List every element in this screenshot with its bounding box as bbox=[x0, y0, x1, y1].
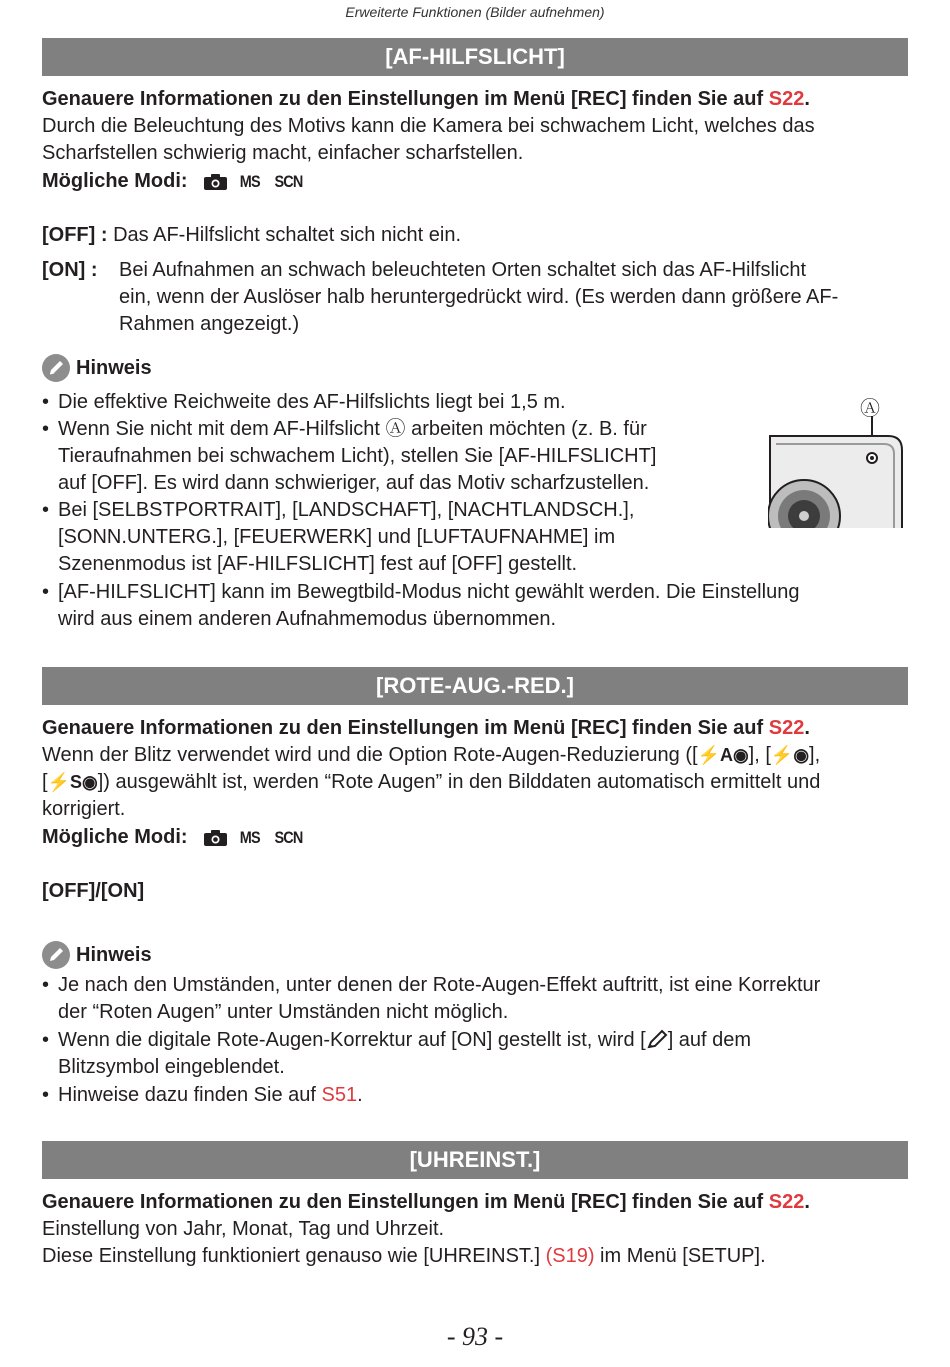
desc-text: ]) ausgewählt ist, werden “Rote Augen” in den Bilddaten automatisch ermittelt und bbox=[97, 771, 821, 793]
running-head: Erweiterte Funktionen (Bilder aufnehmen) bbox=[345, 4, 605, 20]
clock-desc-1: Einstellung von Jahr, Monat, Tag und Uhrzeit. bbox=[42, 1218, 445, 1240]
note-text: [SONN.UNTERG.], [FEUERWERK] und [LUFTAUFNAHME] im bbox=[58, 526, 616, 548]
af-desc-1: Durch die Beleuchtung des Motivs kann die Kamera bei schwachem Licht, welches das bbox=[42, 115, 815, 137]
note-text: Die effektive Reichweite des AF-Hilfslichts liegt bei 1,5 m. bbox=[58, 391, 566, 413]
note-text: ] auf dem bbox=[667, 1029, 752, 1051]
note-text: [AF-HILFSLICHT] kann im Bewegtbild-Modus nicht gewählt werden. Die Einstellung bbox=[58, 581, 800, 603]
scn-mode-icon: SCN bbox=[274, 172, 303, 192]
note-text: . bbox=[357, 1084, 363, 1106]
red-desc-2 bbox=[42, 769, 820, 796]
setting-text-off: Das AF-Hilfslicht schaltet sich nicht ein. bbox=[113, 224, 461, 246]
info-dot: . bbox=[804, 88, 810, 110]
note-text: Blitzsymbol eingeblendet. bbox=[58, 1056, 285, 1078]
flash-redeye-icon: ⚡◉ bbox=[770, 745, 810, 765]
page-link-s22[interactable]: S22 bbox=[768, 1191, 805, 1213]
setting-text-on-1: Bei Aufnahmen an schwach beleuchteten Orten schaltet sich das AF-Hilfslicht bbox=[119, 259, 807, 281]
note-item: • Wenn Sie nicht mit dem AF-Hilfslicht Ⓐ arbeiten möchten (z. B. für bbox=[42, 416, 647, 443]
info-dot: . bbox=[804, 717, 810, 739]
setting-on bbox=[42, 257, 806, 284]
clock-desc-2 bbox=[42, 1243, 766, 1270]
note-heading-af bbox=[42, 354, 152, 382]
red-desc-1 bbox=[42, 742, 820, 769]
flash-slow-redeye-icon: ⚡S◉ bbox=[47, 772, 98, 792]
note-text: Bei [SELBSTPORTRAIT], [LANDSCHAFT], [NACHTLANDSCH.], bbox=[58, 499, 635, 521]
desc-text: Wenn der Blitz verwendet wird und die Option Rote-Augen-Reduzierung ([ bbox=[42, 744, 698, 766]
note-text: Szenenmodus ist [AF-HILFSLICHT] fest auf [OFF] gestellt. bbox=[58, 553, 578, 575]
camera-icon bbox=[203, 173, 228, 191]
ms-mode-icon: MS bbox=[239, 172, 260, 192]
note-item: • Wenn die digitale Rote-Augen-Korrektur auf [ON] gestellt ist, wird [ ] auf dem bbox=[42, 1027, 751, 1054]
scn-mode-icon: SCN bbox=[274, 828, 303, 848]
section-title-clock: [UHREINST.] bbox=[42, 1141, 908, 1179]
modes-line-red bbox=[42, 824, 305, 851]
modes-line-af bbox=[42, 168, 305, 195]
page-link-s22[interactable]: S22 bbox=[768, 88, 805, 110]
modes-label: Mögliche Modi: bbox=[42, 826, 188, 848]
modes-label: Mögliche Modi: bbox=[42, 170, 188, 192]
note-text-wrap bbox=[58, 1082, 363, 1109]
info-line-red bbox=[42, 715, 810, 742]
note-item: • Bei [SELBSTPORTRAIT], [LANDSCHAFT], [NACHTLANDSCH.], bbox=[42, 497, 634, 524]
setting-key-on: [ON] : bbox=[42, 259, 98, 281]
desc-text: ], [ bbox=[748, 744, 771, 766]
note-text-wrap bbox=[58, 1027, 751, 1054]
pencil-note-icon bbox=[42, 941, 70, 969]
page-number: - 93 - bbox=[446, 1322, 504, 1351]
section-title-af: [AF-HILFSLICHT] bbox=[42, 38, 908, 76]
note-text: Hinweise dazu finden Sie auf bbox=[58, 1084, 322, 1106]
note-label: Hinweis bbox=[76, 943, 152, 966]
note-text: Je nach den Umständen, unter denen der Rote-Augen-Effekt auftritt, ist eine Korrektur bbox=[58, 974, 821, 996]
note-label: Hinweis bbox=[76, 356, 152, 379]
red-options: [OFF]/[ON] bbox=[42, 880, 145, 902]
note-text: Wenn Sie nicht mit dem AF-Hilfslicht Ⓐ arbeiten möchten (z. B. für bbox=[58, 418, 647, 440]
camera-illustration bbox=[768, 392, 908, 532]
page-link-s19[interactable]: (S19) bbox=[545, 1245, 595, 1267]
note-item: • Die effektive Reichweite des AF-Hilfslichts liegt bei 1,5 m. bbox=[42, 389, 566, 416]
section-title-red-eye: [ROTE-AUG.-RED.] bbox=[42, 667, 908, 705]
setting-off bbox=[42, 222, 461, 249]
info-text: Genauere Informationen zu den Einstellungen im Menü [REC] finden Sie auf bbox=[42, 717, 769, 739]
page-link-s51[interactable]: S51 bbox=[321, 1084, 358, 1106]
info-line-af bbox=[42, 86, 810, 113]
note-item: • [AF-HILFSLICHT] kann im Bewegtbild-Modus nicht gewählt werden. Die Einstellung bbox=[42, 579, 799, 606]
note-item: • Je nach den Umständen, unter denen der Rote-Augen-Effekt auftritt, ist eine Korrektur bbox=[42, 972, 820, 999]
info-line-clock bbox=[42, 1189, 810, 1216]
pencil-note-icon bbox=[42, 354, 70, 382]
setting-text-on-2: ein, wenn der Auslöser halb heruntergedrückt wird. (Es werden dann größere AF- bbox=[119, 286, 839, 308]
note-text: wird aus einem anderen Aufnahmemodus übernommen. bbox=[58, 608, 557, 630]
note-text: Tieraufnahmen bei schwachem Licht), stellen Sie [AF-HILFSLICHT] bbox=[58, 445, 657, 467]
info-text: Genauere Informationen zu den Einstellungen im Menü [REC] finden Sie auf bbox=[42, 1191, 769, 1213]
desc-text: im Menü [SETUP]. bbox=[594, 1245, 766, 1267]
desc-text: ], bbox=[809, 744, 821, 766]
note-text: auf [OFF]. Es wird dann schwieriger, auf das Motiv scharfzustellen. bbox=[58, 472, 650, 494]
desc-text: [ bbox=[42, 771, 48, 793]
note-item: • Hinweise dazu finden Sie auf S51. bbox=[42, 1082, 363, 1109]
callout-label-a: Ⓐ bbox=[860, 398, 880, 420]
info-text: Genauere Informationen zu den Einstellungen im Menü [REC] finden Sie auf bbox=[42, 88, 769, 110]
page-link-s22[interactable]: S22 bbox=[768, 717, 805, 739]
note-text: der “Roten Augen” unter Umständen nicht möglich. bbox=[58, 1001, 509, 1023]
camera-icon bbox=[203, 829, 228, 847]
setting-key-off: [OFF] : bbox=[42, 224, 108, 246]
info-dot: . bbox=[804, 1191, 810, 1213]
flash-auto-redeye-icon: ⚡A◉ bbox=[697, 745, 749, 765]
red-desc-3: korrigiert. bbox=[42, 798, 126, 820]
note-text: Wenn die digitale Rote-Augen-Korrektur auf [ON] gestellt ist, wird [ bbox=[58, 1029, 646, 1051]
af-desc-2: Scharfstellen schwierig macht, einfacher scharfstellen. bbox=[42, 142, 524, 164]
ms-mode-icon: MS bbox=[239, 828, 260, 848]
note-heading-red bbox=[42, 941, 152, 969]
desc-text: Diese Einstellung funktioniert genauso wie [UHREINST.] bbox=[42, 1245, 546, 1267]
pen-icon bbox=[646, 1029, 668, 1049]
setting-text-on-3: Rahmen angezeigt.) bbox=[119, 313, 300, 335]
